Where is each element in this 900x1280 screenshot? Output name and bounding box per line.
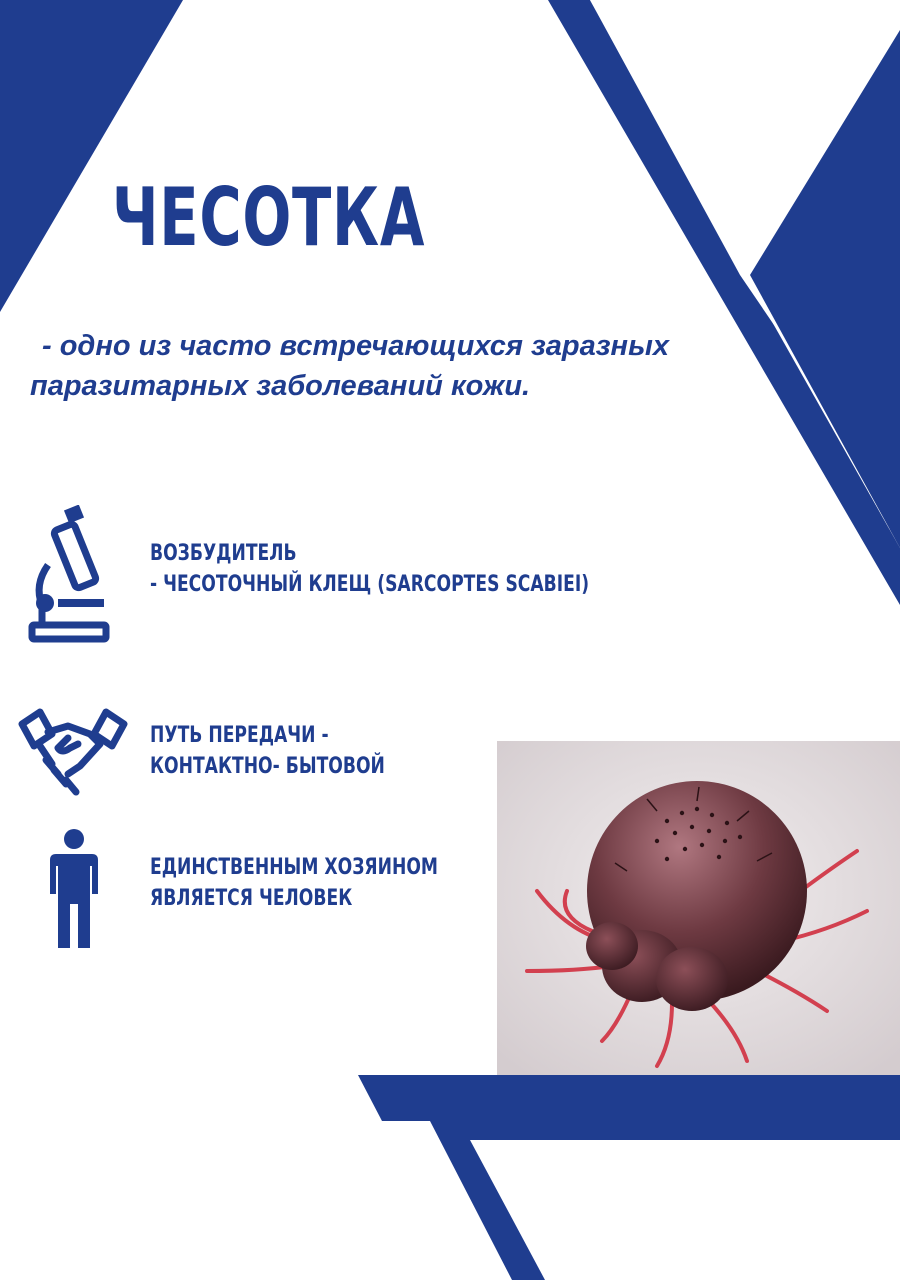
triangle-top-left: [0, 0, 183, 312]
triangle-bottom-inner: [470, 1140, 900, 1280]
handshake-icon: [18, 704, 128, 800]
page-title: ЧЕСОТКА: [112, 171, 426, 264]
info-item-transmission-text: КОНТАКТНО- БЫТОВОЙ: [150, 754, 385, 779]
info-item-host-title: ЕДИНСТВЕННЫМ ХОЗЯИНОМ: [150, 855, 439, 880]
subtitle-line-2: паразитарных заболеваний кожи.: [30, 370, 531, 402]
info-item-pathogen-title: ВОЗБУДИТЕЛЬ: [150, 541, 297, 566]
mite-illustration: [497, 741, 900, 1075]
microscope-icon: [28, 505, 110, 645]
info-item-host-text: ЯВЛЯЕТСЯ ЧЕЛОВЕК: [150, 886, 353, 911]
info-item-transmission: [150, 720, 385, 782]
info-item-pathogen-text: - ЧЕСОТОЧНЫЙ КЛЕЩ (SARCOPTES SCABIEI): [150, 572, 590, 597]
info-item-host: [150, 852, 438, 914]
subtitle: [30, 326, 760, 406]
bottom-band: [358, 1075, 900, 1121]
person-icon: [48, 828, 100, 952]
info-item-transmission-title: ПУТЬ ПЕРЕДАЧИ -: [150, 723, 329, 748]
subtitle-line-1: - одно из часто встречающихся заразных: [42, 330, 669, 362]
info-item-pathogen: [150, 538, 589, 600]
